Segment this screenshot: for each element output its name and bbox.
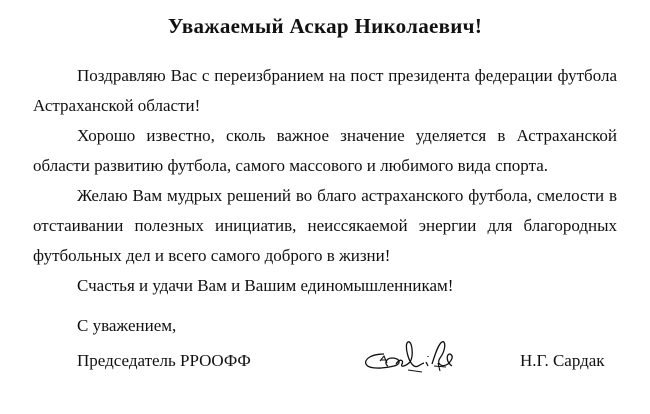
signer-position: Председатель РРООФФ (77, 351, 251, 370)
signer-name: Н.Г. Сардак (520, 351, 605, 370)
greeting-heading: Уважаемый Аскар Николаевич! (167, 14, 483, 38)
paragraph-wishes: Желаю Вам мудрых решений во благо астраханского футбола, смелости в отстаивании полезных инициатив, неиссякаемой энергии для благородных футбольных дел и всего самого доброго в жизни! (33, 186, 617, 265)
signature-icon (362, 336, 462, 381)
paragraph-luck: Счастья и удачи Вам и Вашим единомышленникам! (77, 276, 454, 295)
paragraph-congratulation: Поздравляю Вас с переизбранием на пост президента федерации футбола Астраханской области! (33, 66, 617, 115)
closing-text: С уважением, (77, 316, 177, 335)
letter-body (33, 61, 617, 301)
paragraph-football-importance: Хорошо известно, сколь важное значение уделяется в Астраханской области развитию футбола, самого массового и любимого вида спорта. (33, 126, 617, 175)
